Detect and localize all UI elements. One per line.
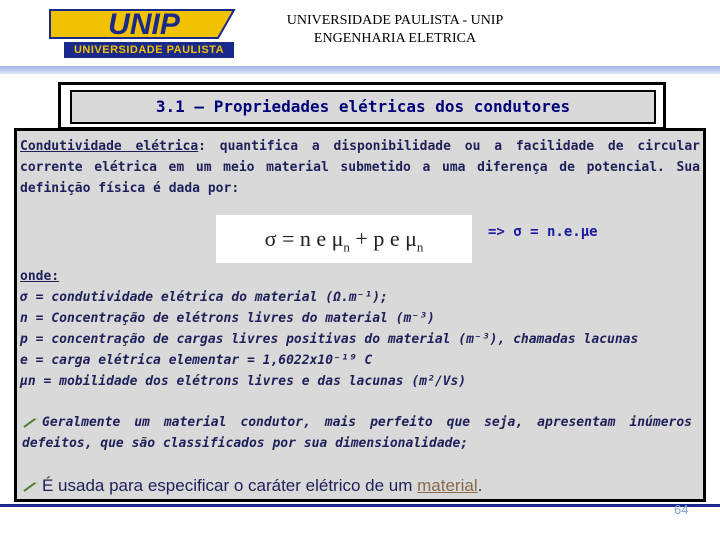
pencil-bullet-icon: [22, 417, 38, 429]
bullet-defects: [22, 412, 692, 454]
bullet-usage-text: É usada para especificar o caráter elétrico de um: [42, 476, 418, 495]
definition-item: p = concentração de cargas livres positivas do material (m⁻³), chamadas lacunas: [20, 332, 639, 347]
material-link[interactable]: material: [417, 476, 478, 495]
bullet-usage-suffix: .: [477, 476, 483, 495]
page-number: 64: [674, 502, 689, 517]
institution-header: [260, 12, 530, 48]
definition-item: μn = mobilidade dos elétrons livres e das lacunas (m²/Vs): [20, 374, 467, 389]
conductivity-formula: σ = n e $\mu_n + p$ e $\mu_n$: [216, 215, 472, 263]
intro-term: Condutividade elétrica: [20, 139, 199, 154]
institution-line-1: UNIVERSIDADE PAULISTA - UNIP: [286, 13, 504, 28]
pencil-bullet-icon: [22, 481, 38, 493]
unip-wordmark: [48, 6, 238, 40]
formula-simplified: => σ = n.e.μe: [488, 224, 598, 240]
footer-divider: [0, 504, 720, 507]
bullet-usage: [22, 476, 482, 496]
header-divider: [0, 66, 720, 74]
where-label: onde:: [20, 269, 60, 284]
intro-text: : quantifica a disponibilidade ou a facilidade de circular corrente elétrica em um meio material submetido a uma diferença de potencial. Sua definição física é dada por:: [20, 139, 700, 196]
logo-word: UNIP: [108, 8, 180, 40]
definitions-list: [20, 266, 700, 392]
definition-item: n = Concentração de elétrons livres do material (m⁻³): [20, 311, 435, 326]
intro-paragraph: [20, 136, 700, 199]
logo-tagline: UNIVERSIDADE PAULISTA: [64, 42, 234, 58]
definition-item: e = carga elétrica elementar = 1,6022x10⁻¹⁹ C: [20, 353, 373, 368]
definition-item: σ = condutividade elétrica do material (Ω.m⁻¹);: [20, 290, 388, 305]
unip-logo: [48, 6, 238, 56]
institution-line-2: ENGENHARIA ELETRICA: [313, 31, 477, 46]
bullet-defects-text: Geralmente um material condutor, mais perfeito que seja, apresentam inúmeros defeitos, que são classificados por sua dimensionalidade;: [22, 415, 692, 451]
slide-title: 3.1 – Propriedades elétricas dos condutores: [70, 90, 656, 124]
